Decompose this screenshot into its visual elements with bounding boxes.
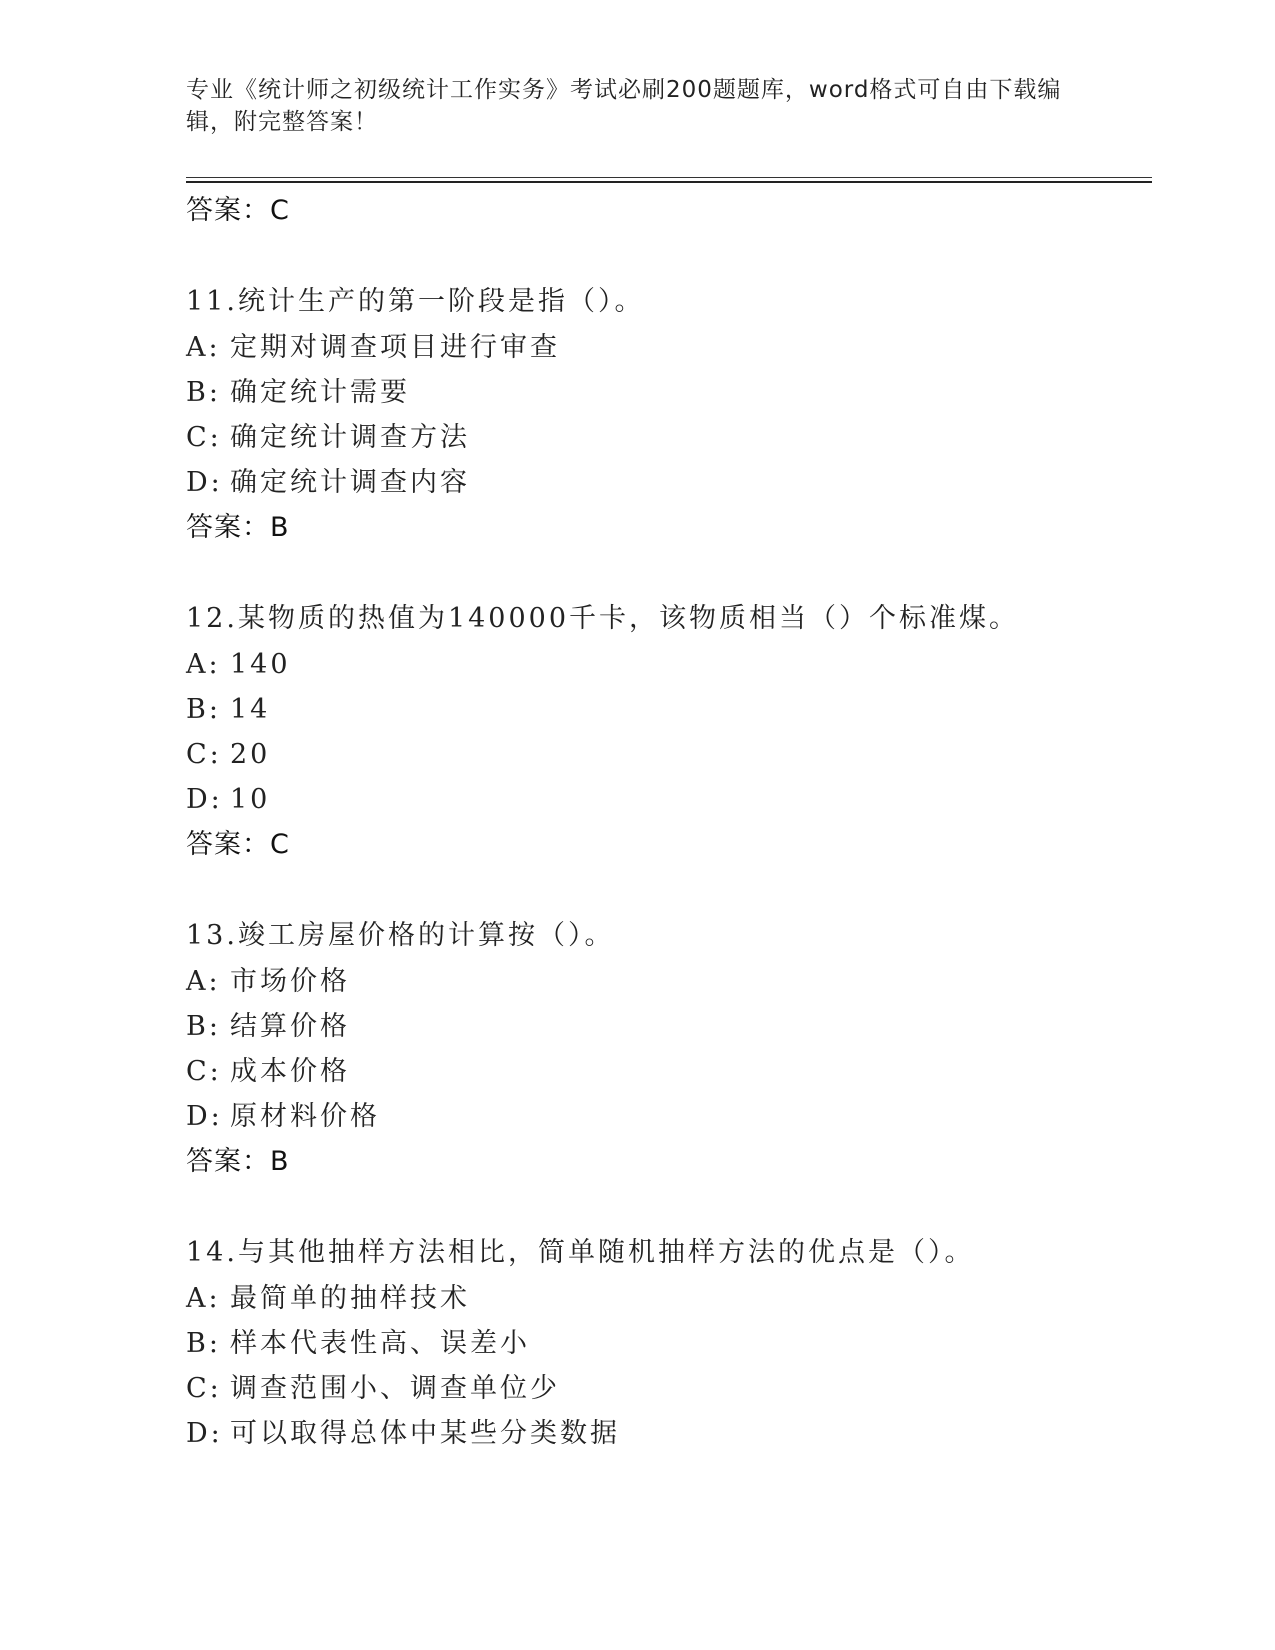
option-text: 最简单的抽样技术 <box>230 1283 470 1314</box>
option-c <box>186 732 1146 777</box>
option-letter: D: <box>186 1418 223 1449</box>
answer-value: C <box>270 195 290 226</box>
option-c <box>186 1049 1146 1094</box>
question-stem: 13.竣工房屋价格的计算按（）。 <box>186 920 615 951</box>
option-d <box>186 1094 1146 1139</box>
header-divider-thin <box>186 177 1152 178</box>
option-a <box>186 1276 1146 1321</box>
option-letter: D: <box>186 467 223 498</box>
option-text: 原材料价格 <box>230 1101 380 1132</box>
option-letter: C: <box>186 422 222 453</box>
option-text: 确定统计调查方法 <box>230 422 470 453</box>
answer-line <box>186 822 1146 868</box>
option-letter: A: <box>186 1283 221 1314</box>
question-12 <box>186 596 1146 868</box>
option-letter: A: <box>186 332 221 363</box>
question-list <box>186 188 1146 1456</box>
option-text: 10 <box>230 784 271 815</box>
option-text: 14 <box>230 694 271 725</box>
option-b <box>186 1004 1146 1049</box>
option-letter: C: <box>186 1373 222 1404</box>
option-text: 20 <box>230 739 271 770</box>
header-divider-thick <box>186 181 1152 183</box>
option-letter: B: <box>186 1011 221 1042</box>
option-letter: C: <box>186 1056 222 1087</box>
option-letter: D: <box>186 1101 223 1132</box>
option-letter: C: <box>186 739 222 770</box>
option-text: 调查范围小、调查单位少 <box>230 1373 560 1404</box>
question-stem: 14.与其他抽样方法相比，简单随机抽样方法的优点是（）。 <box>186 1237 975 1268</box>
answer-value: B <box>270 1146 290 1177</box>
question-11 <box>186 279 1146 551</box>
option-letter: A: <box>186 966 221 997</box>
option-text: 市场价格 <box>230 966 350 997</box>
answer-label: 答案： <box>186 1146 270 1177</box>
option-c <box>186 415 1146 460</box>
option-letter: B: <box>186 694 221 725</box>
option-a <box>186 642 1146 687</box>
option-text: 140 <box>230 649 291 680</box>
option-letter: B: <box>186 377 221 408</box>
option-letter: A: <box>186 649 221 680</box>
option-d <box>186 1411 1146 1456</box>
option-text: 可以取得总体中某些分类数据 <box>230 1418 620 1449</box>
option-b <box>186 1321 1146 1366</box>
answer-label: 答案： <box>186 512 270 543</box>
option-a <box>186 959 1146 1004</box>
option-b <box>186 687 1146 732</box>
question-14 <box>186 1230 1146 1456</box>
option-b <box>186 370 1146 415</box>
option-text: 确定统计需要 <box>230 377 410 408</box>
answer-line <box>186 188 1146 234</box>
option-d <box>186 460 1146 505</box>
answer-label: 答案： <box>186 195 270 226</box>
option-c <box>186 1366 1146 1411</box>
option-text: 定期对调查项目进行审查 <box>230 332 560 363</box>
question-stem: 12.某物质的热值为140000千卡，该物质相当（）个标准煤。 <box>186 603 1020 634</box>
option-d <box>186 777 1146 822</box>
option-letter: D: <box>186 784 223 815</box>
option-letter: B: <box>186 1328 221 1359</box>
option-text: 确定统计调查内容 <box>230 467 470 498</box>
option-text: 成本价格 <box>230 1056 350 1087</box>
answer-line <box>186 1139 1146 1185</box>
document-header-title: 专业《统计师之初级统计工作实务》考试必刷200题题库，word格式可自由下载编辑，附完整答案！ <box>186 77 1062 135</box>
answer-label: 答案： <box>186 829 270 860</box>
question-stem: 11.统计生产的第一阶段是指（）。 <box>186 286 645 317</box>
answer-value: C <box>270 829 290 860</box>
option-a <box>186 325 1146 370</box>
option-text: 样本代表性高、误差小 <box>230 1328 530 1359</box>
question-13 <box>186 913 1146 1185</box>
option-text: 结算价格 <box>230 1011 350 1042</box>
answer-value: B <box>270 512 290 543</box>
answer-line <box>186 505 1146 551</box>
